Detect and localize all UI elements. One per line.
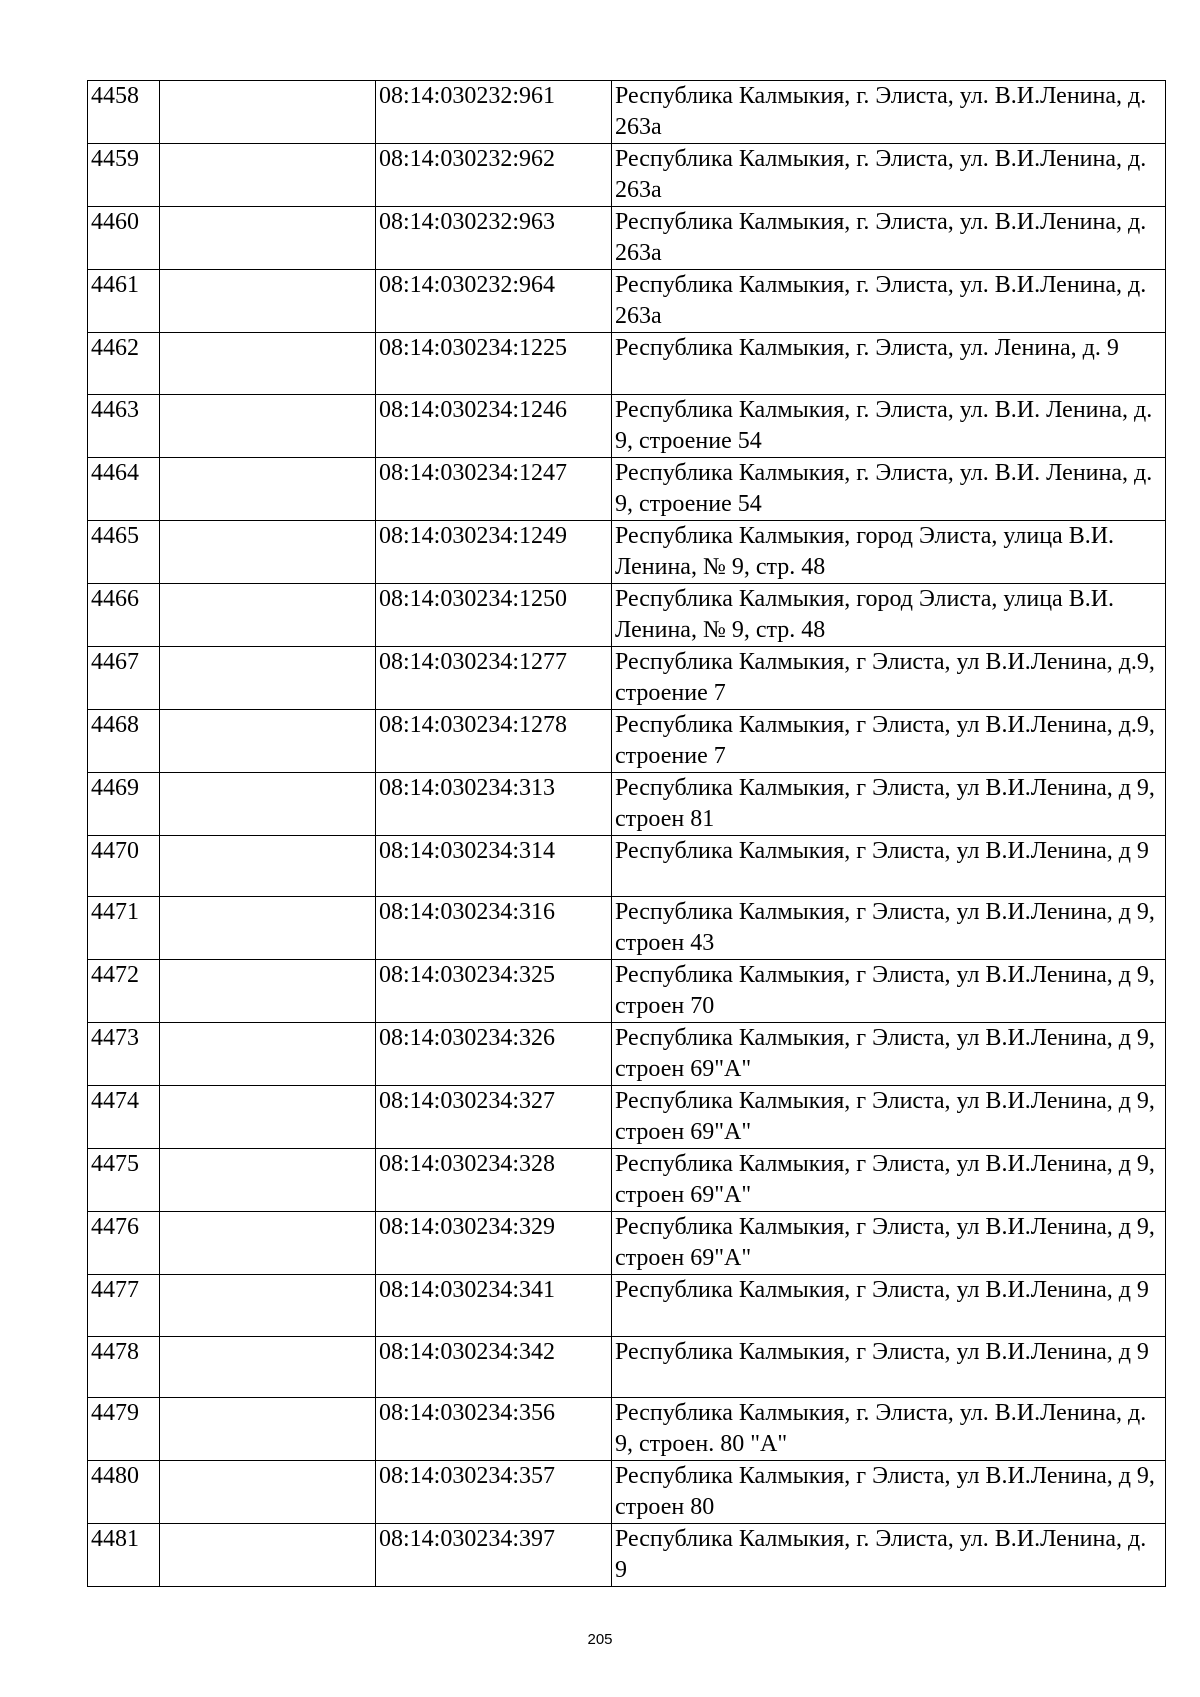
row-number-cell: 4458 [88,81,160,144]
empty-cell [160,646,376,709]
table-row [88,1275,1166,1337]
empty-cell [160,1212,376,1275]
address-cell: Республика Калмыкия, г. Элиста, ул. В.И.Ленина, д. 263а [612,144,1166,207]
address-cell: Республика Калмыкия, г Элиста, ул В.И.Ленина, д 9, строен 69"А" [612,1086,1166,1149]
cadastral-number-cell: 08:14:030234:1250 [376,583,612,646]
empty-cell [160,1461,376,1524]
cadastral-number-cell: 08:14:030234:326 [376,1023,612,1086]
cadastral-number-cell: 08:14:030234:356 [376,1398,612,1461]
cadastral-number-cell: 08:14:030234:1249 [376,520,612,583]
address-cell: Республика Калмыкия, г Элиста, ул В.И.Ленина, д 9 [612,835,1166,897]
cadastral-number-cell: 08:14:030234:316 [376,897,612,960]
table-row [88,897,1166,960]
row-number-cell: 4465 [88,520,160,583]
row-number-cell: 4479 [88,1398,160,1461]
empty-cell [160,1149,376,1212]
row-number-cell: 4468 [88,709,160,772]
empty-cell [160,207,376,270]
cadastral-number-cell: 08:14:030234:329 [376,1212,612,1275]
empty-cell [160,1398,376,1461]
table-row [88,144,1166,207]
page-number: 205 [587,1631,613,1648]
empty-cell [160,81,376,144]
cadastral-number-cell: 08:14:030234:1225 [376,333,612,395]
cadastral-number-cell: 08:14:030232:961 [376,81,612,144]
table-row [88,1086,1166,1149]
empty-cell [160,772,376,835]
table-row [88,1461,1166,1524]
address-cell: Республика Калмыкия, г Элиста, ул В.И.Ленина, д 9, строен 81 [612,772,1166,835]
row-number-cell: 4463 [88,394,160,457]
empty-cell [160,1336,376,1398]
cadastral-number-cell: 08:14:030234:314 [376,835,612,897]
table-row [88,583,1166,646]
row-number-cell: 4464 [88,457,160,520]
address-cell: Республика Калмыкия, г Элиста, ул В.И.Ленина, д 9 [612,1275,1166,1337]
row-number-cell: 4460 [88,207,160,270]
address-cell: Республика Калмыкия, город Элиста, улица В.И. Ленина, № 9, стр. 48 [612,520,1166,583]
row-number-cell: 4462 [88,333,160,395]
row-number-cell: 4478 [88,1336,160,1398]
address-cell: Республика Калмыкия, г Элиста, ул В.И.Ленина, д 9, строен 69"А" [612,1149,1166,1212]
cadastral-number-cell: 08:14:030234:313 [376,772,612,835]
cadastral-number-cell: 08:14:030234:357 [376,1461,612,1524]
cadastral-number-cell: 08:14:030234:325 [376,960,612,1023]
table-row [88,1212,1166,1275]
empty-cell [160,333,376,395]
empty-cell [160,1524,376,1587]
empty-cell [160,835,376,897]
address-cell: Республика Калмыкия, г. Элиста, ул. В.И.Ленина, д. 263а [612,207,1166,270]
address-cell: Республика Калмыкия, г. Элиста, ул. В.И. Ленина, д. 9, строение 54 [612,394,1166,457]
row-number-cell: 4476 [88,1212,160,1275]
table-row [88,1023,1166,1086]
address-cell: Республика Калмыкия, город Элиста, улица В.И. Ленина, № 9, стр. 48 [612,583,1166,646]
empty-cell [160,897,376,960]
address-cell: Республика Калмыкия, г. Элиста, ул. В.И. Ленина, д. 9, строение 54 [612,457,1166,520]
row-number-cell: 4475 [88,1149,160,1212]
row-number-cell: 4467 [88,646,160,709]
cadastral-number-cell: 08:14:030232:963 [376,207,612,270]
table-row [88,1398,1166,1461]
row-number-cell: 4461 [88,270,160,333]
table-row [88,81,1166,144]
table-row [88,960,1166,1023]
table-row [88,709,1166,772]
address-cell: Республика Калмыкия, г. Элиста, ул. В.И.Ленина, д. 263а [612,81,1166,144]
row-number-cell: 4481 [88,1524,160,1587]
row-number-cell: 4472 [88,960,160,1023]
empty-cell [160,144,376,207]
cadastral-number-cell: 08:14:030232:964 [376,270,612,333]
empty-cell [160,960,376,1023]
table-row [88,835,1166,897]
empty-cell [160,520,376,583]
row-number-cell: 4473 [88,1023,160,1086]
cadastral-number-cell: 08:14:030234:1278 [376,709,612,772]
address-cell: Республика Калмыкия, г. Элиста, ул. В.И.Ленина, д. 9, строен. 80 "А" [612,1398,1166,1461]
table-row [88,1149,1166,1212]
table-row [88,772,1166,835]
empty-cell [160,394,376,457]
table-row [88,457,1166,520]
cadastral-number-cell: 08:14:030234:328 [376,1149,612,1212]
address-cell: Республика Калмыкия, г Элиста, ул В.И.Ленина, д 9, строен 80 [612,1461,1166,1524]
empty-cell [160,457,376,520]
registry-table-body [88,81,1166,1587]
cadastral-number-cell: 08:14:030234:342 [376,1336,612,1398]
cadastral-number-cell: 08:14:030234:1277 [376,646,612,709]
cadastral-number-cell: 08:14:030234:1246 [376,394,612,457]
address-cell: Республика Калмыкия, г. Элиста, ул. Ленина, д. 9 [612,333,1166,395]
table-row [88,270,1166,333]
cadastral-number-cell: 08:14:030234:327 [376,1086,612,1149]
address-cell: Республика Калмыкия, г. Элиста, ул. В.И.Ленина, д. 263а [612,270,1166,333]
empty-cell [160,1275,376,1337]
row-number-cell: 4459 [88,144,160,207]
row-number-cell: 4466 [88,583,160,646]
row-number-cell: 4474 [88,1086,160,1149]
row-number-cell: 4469 [88,772,160,835]
address-cell: Республика Калмыкия, г Элиста, ул В.И.Ленина, д.9, строение 7 [612,646,1166,709]
cadastral-number-cell: 08:14:030232:962 [376,144,612,207]
empty-cell [160,270,376,333]
empty-cell [160,583,376,646]
row-number-cell: 4477 [88,1275,160,1337]
cadastral-number-cell: 08:14:030234:1247 [376,457,612,520]
table-row [88,1336,1166,1398]
table-row [88,1524,1166,1587]
address-cell: Республика Калмыкия, г Элиста, ул В.И.Ленина, д.9, строение 7 [612,709,1166,772]
empty-cell [160,1023,376,1086]
table-row [88,646,1166,709]
table-row [88,333,1166,395]
address-cell: Республика Калмыкия, г Элиста, ул В.И.Ленина, д 9, строен 70 [612,960,1166,1023]
address-cell: Республика Калмыкия, г Элиста, ул В.И.Ленина, д 9, строен 43 [612,897,1166,960]
table-row [88,520,1166,583]
address-cell: Республика Калмыкия, г Элиста, ул В.И.Ленина, д 9 [612,1336,1166,1398]
cadastral-number-cell: 08:14:030234:341 [376,1275,612,1337]
table-row [88,394,1166,457]
row-number-cell: 4471 [88,897,160,960]
address-cell: Республика Калмыкия, г Элиста, ул В.И.Ленина, д 9, строен 69"А" [612,1212,1166,1275]
empty-cell [160,1086,376,1149]
row-number-cell: 4480 [88,1461,160,1524]
row-number-cell: 4470 [88,835,160,897]
empty-cell [160,709,376,772]
table-row [88,207,1166,270]
address-cell: Республика Калмыкия, г. Элиста, ул. В.И.Ленина, д. 9 [612,1524,1166,1587]
property-registry-table [87,80,1166,1587]
address-cell: Республика Калмыкия, г Элиста, ул В.И.Ленина, д 9, строен 69"А" [612,1023,1166,1086]
cadastral-number-cell: 08:14:030234:397 [376,1524,612,1587]
